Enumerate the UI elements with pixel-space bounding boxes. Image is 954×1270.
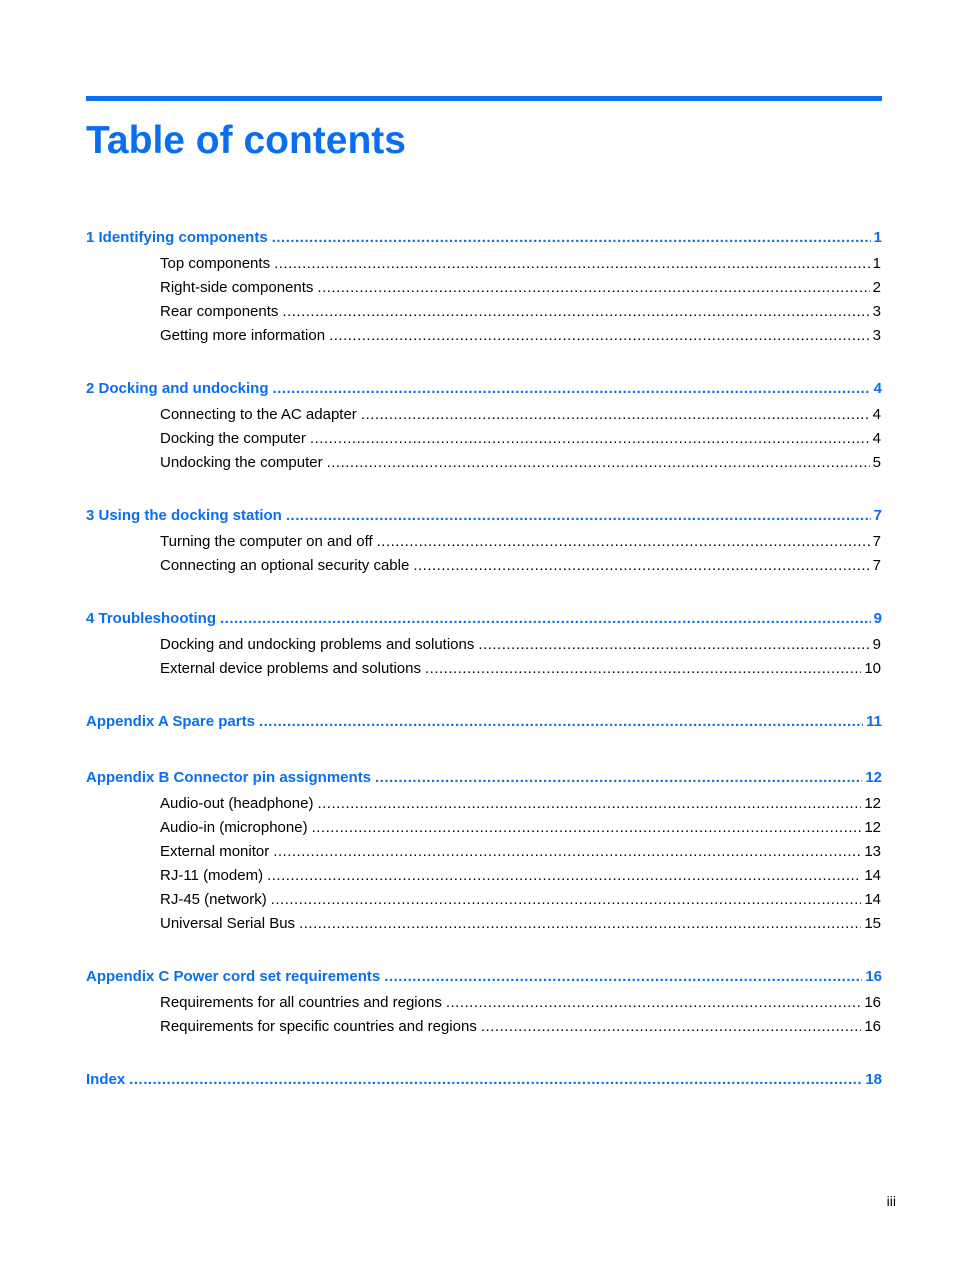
toc-group bbox=[86, 607, 882, 681]
toc-section-page: 13 bbox=[864, 843, 881, 860]
toc-section-label: Requirements for all countries and regions bbox=[160, 994, 442, 1011]
toc-leader-dots bbox=[273, 840, 861, 864]
toc-section-label: RJ-45 (network) bbox=[160, 891, 267, 908]
toc-chapter-page: 12 bbox=[865, 769, 882, 786]
toc-section-label: External monitor bbox=[160, 843, 270, 860]
toc-leader-dots bbox=[267, 864, 861, 888]
toc-section-link[interactable] bbox=[86, 864, 882, 888]
toc-group bbox=[86, 965, 882, 1039]
toc-chapter-label: 4 Troubleshooting bbox=[86, 610, 216, 627]
toc-group bbox=[86, 766, 882, 936]
toc-section-page: 2 bbox=[872, 279, 881, 296]
toc-leader-dots bbox=[259, 710, 863, 734]
page-title: Table of contents bbox=[86, 119, 406, 162]
toc-section-page: 16 bbox=[864, 1018, 881, 1035]
toc-section-label: RJ-11 (modem) bbox=[160, 867, 264, 884]
toc-section-label: Docking the computer bbox=[160, 430, 306, 447]
toc-chapter-label: Appendix B Connector pin assignments bbox=[86, 769, 372, 786]
toc-chapter-link[interactable] bbox=[86, 965, 882, 990]
toc-section-link[interactable] bbox=[86, 816, 882, 840]
toc-section-link[interactable] bbox=[86, 324, 882, 348]
toc-chapter-link[interactable] bbox=[86, 377, 882, 402]
toc-section-label: External device problems and solutions bbox=[160, 660, 421, 677]
toc-chapter-label: 3 Using the docking station bbox=[86, 507, 282, 524]
toc-leader-dots bbox=[384, 965, 862, 989]
toc-section-label: Rear components bbox=[160, 303, 279, 320]
toc-leader-dots bbox=[129, 1068, 862, 1092]
toc-leader-dots bbox=[375, 766, 862, 790]
toc-section-link[interactable] bbox=[86, 530, 882, 554]
toc-section-link[interactable] bbox=[86, 300, 882, 324]
toc-leader-dots bbox=[361, 403, 870, 427]
toc-section-page: 14 bbox=[864, 867, 881, 884]
page-number: iii bbox=[886, 1193, 896, 1209]
toc-leader-dots bbox=[413, 554, 869, 578]
toc-section-label: Docking and undocking problems and solutions bbox=[160, 636, 475, 653]
toc-section-label: Turning the computer on and off bbox=[160, 533, 373, 550]
toc-section-link[interactable] bbox=[86, 403, 882, 427]
toc-section-page: 12 bbox=[864, 795, 881, 812]
toc-section-page: 9 bbox=[872, 636, 881, 653]
title-rule bbox=[86, 96, 882, 101]
toc-section-page: 4 bbox=[872, 406, 881, 423]
toc-group bbox=[86, 226, 882, 348]
toc-section-link[interactable] bbox=[86, 451, 882, 475]
toc-chapter-page: 11 bbox=[866, 713, 882, 730]
toc-chapter-link[interactable] bbox=[86, 1068, 882, 1093]
toc-section-page: 1 bbox=[872, 255, 881, 272]
toc-chapter-label: 1 Identifying components bbox=[86, 229, 268, 246]
toc-leader-dots bbox=[327, 451, 870, 475]
toc-chapter-page: 9 bbox=[873, 610, 882, 627]
toc-section-link[interactable] bbox=[86, 252, 882, 276]
toc-section-page: 4 bbox=[872, 430, 881, 447]
toc-section-link[interactable] bbox=[86, 792, 882, 816]
toc-leader-dots bbox=[446, 991, 861, 1015]
toc-leader-dots bbox=[377, 530, 870, 554]
toc-section-page: 14 bbox=[864, 891, 881, 908]
toc-section-page: 3 bbox=[872, 327, 881, 344]
toc-section-label: Universal Serial Bus bbox=[160, 915, 296, 932]
toc-chapter-label: 2 Docking and undocking bbox=[86, 380, 269, 397]
toc-section-link[interactable] bbox=[86, 554, 882, 578]
toc-leader-dots bbox=[271, 888, 862, 912]
toc-section-label: Getting more information bbox=[160, 327, 326, 344]
toc-section-link[interactable] bbox=[86, 657, 882, 681]
toc-section-page: 3 bbox=[872, 303, 881, 320]
toc-chapter-link[interactable] bbox=[86, 504, 882, 529]
toc-section-page: 16 bbox=[864, 994, 881, 1011]
toc-chapter-page: 4 bbox=[873, 380, 882, 397]
toc-leader-dots bbox=[478, 633, 869, 657]
toc-section-label: Connecting an optional security cable bbox=[160, 557, 410, 574]
toc-section-page: 10 bbox=[864, 660, 881, 677]
toc-leader-dots bbox=[272, 226, 871, 250]
toc-section-page: 15 bbox=[864, 915, 881, 932]
toc-chapter-link[interactable] bbox=[86, 226, 882, 251]
toc-chapter-label: Appendix A Spare parts bbox=[86, 713, 255, 730]
toc-leader-dots bbox=[286, 504, 871, 528]
toc-section-page: 5 bbox=[872, 454, 881, 471]
toc-chapter-link[interactable] bbox=[86, 607, 882, 632]
toc-chapter-page: 18 bbox=[865, 1071, 882, 1088]
toc-section-label: Audio-out (headphone) bbox=[160, 795, 314, 812]
toc-section-label: Undocking the computer bbox=[160, 454, 323, 471]
toc-section-page: 7 bbox=[872, 557, 881, 574]
toc-section-link[interactable] bbox=[86, 276, 882, 300]
toc-section-link[interactable] bbox=[86, 427, 882, 451]
toc-section-link[interactable] bbox=[86, 912, 882, 936]
toc-group bbox=[86, 710, 882, 735]
toc-leader-dots bbox=[481, 1015, 861, 1039]
toc-chapter-link[interactable] bbox=[86, 710, 882, 735]
toc-group bbox=[86, 377, 882, 475]
table-of-contents bbox=[86, 226, 882, 1124]
toc-chapter-label: Index bbox=[86, 1071, 126, 1088]
toc-leader-dots bbox=[274, 252, 870, 276]
toc-section-link[interactable] bbox=[86, 840, 882, 864]
toc-section-label: Connecting to the AC adapter bbox=[160, 406, 357, 423]
toc-chapter-page: 16 bbox=[865, 968, 882, 985]
toc-chapter-link[interactable] bbox=[86, 766, 882, 791]
toc-leader-dots bbox=[425, 657, 861, 681]
toc-group bbox=[86, 1068, 882, 1093]
toc-section-label: Requirements for specific countries and regions bbox=[160, 1018, 477, 1035]
toc-leader-dots bbox=[282, 300, 869, 324]
toc-section-page: 7 bbox=[872, 533, 881, 550]
toc-chapter-page: 1 bbox=[873, 229, 882, 246]
toc-leader-dots bbox=[273, 377, 871, 401]
toc-leader-dots bbox=[310, 427, 870, 451]
toc-section-link[interactable] bbox=[86, 633, 882, 657]
toc-section-label: Audio-in (microphone) bbox=[160, 819, 308, 836]
toc-chapter-page: 7 bbox=[873, 507, 882, 524]
toc-leader-dots bbox=[220, 607, 871, 631]
toc-section-page: 12 bbox=[864, 819, 881, 836]
toc-leader-dots bbox=[329, 324, 870, 348]
toc-section-link[interactable] bbox=[86, 1015, 882, 1039]
toc-section-label: Top components bbox=[160, 255, 271, 272]
toc-leader-dots bbox=[312, 816, 862, 840]
toc-leader-dots bbox=[299, 912, 861, 936]
toc-section-label: Right-side components bbox=[160, 279, 314, 296]
toc-section-link[interactable] bbox=[86, 888, 882, 912]
toc-leader-dots bbox=[317, 792, 861, 816]
toc-section-link[interactable] bbox=[86, 991, 882, 1015]
toc-group bbox=[86, 504, 882, 578]
toc-chapter-label: Appendix C Power cord set requirements bbox=[86, 968, 381, 985]
toc-leader-dots bbox=[317, 276, 869, 300]
